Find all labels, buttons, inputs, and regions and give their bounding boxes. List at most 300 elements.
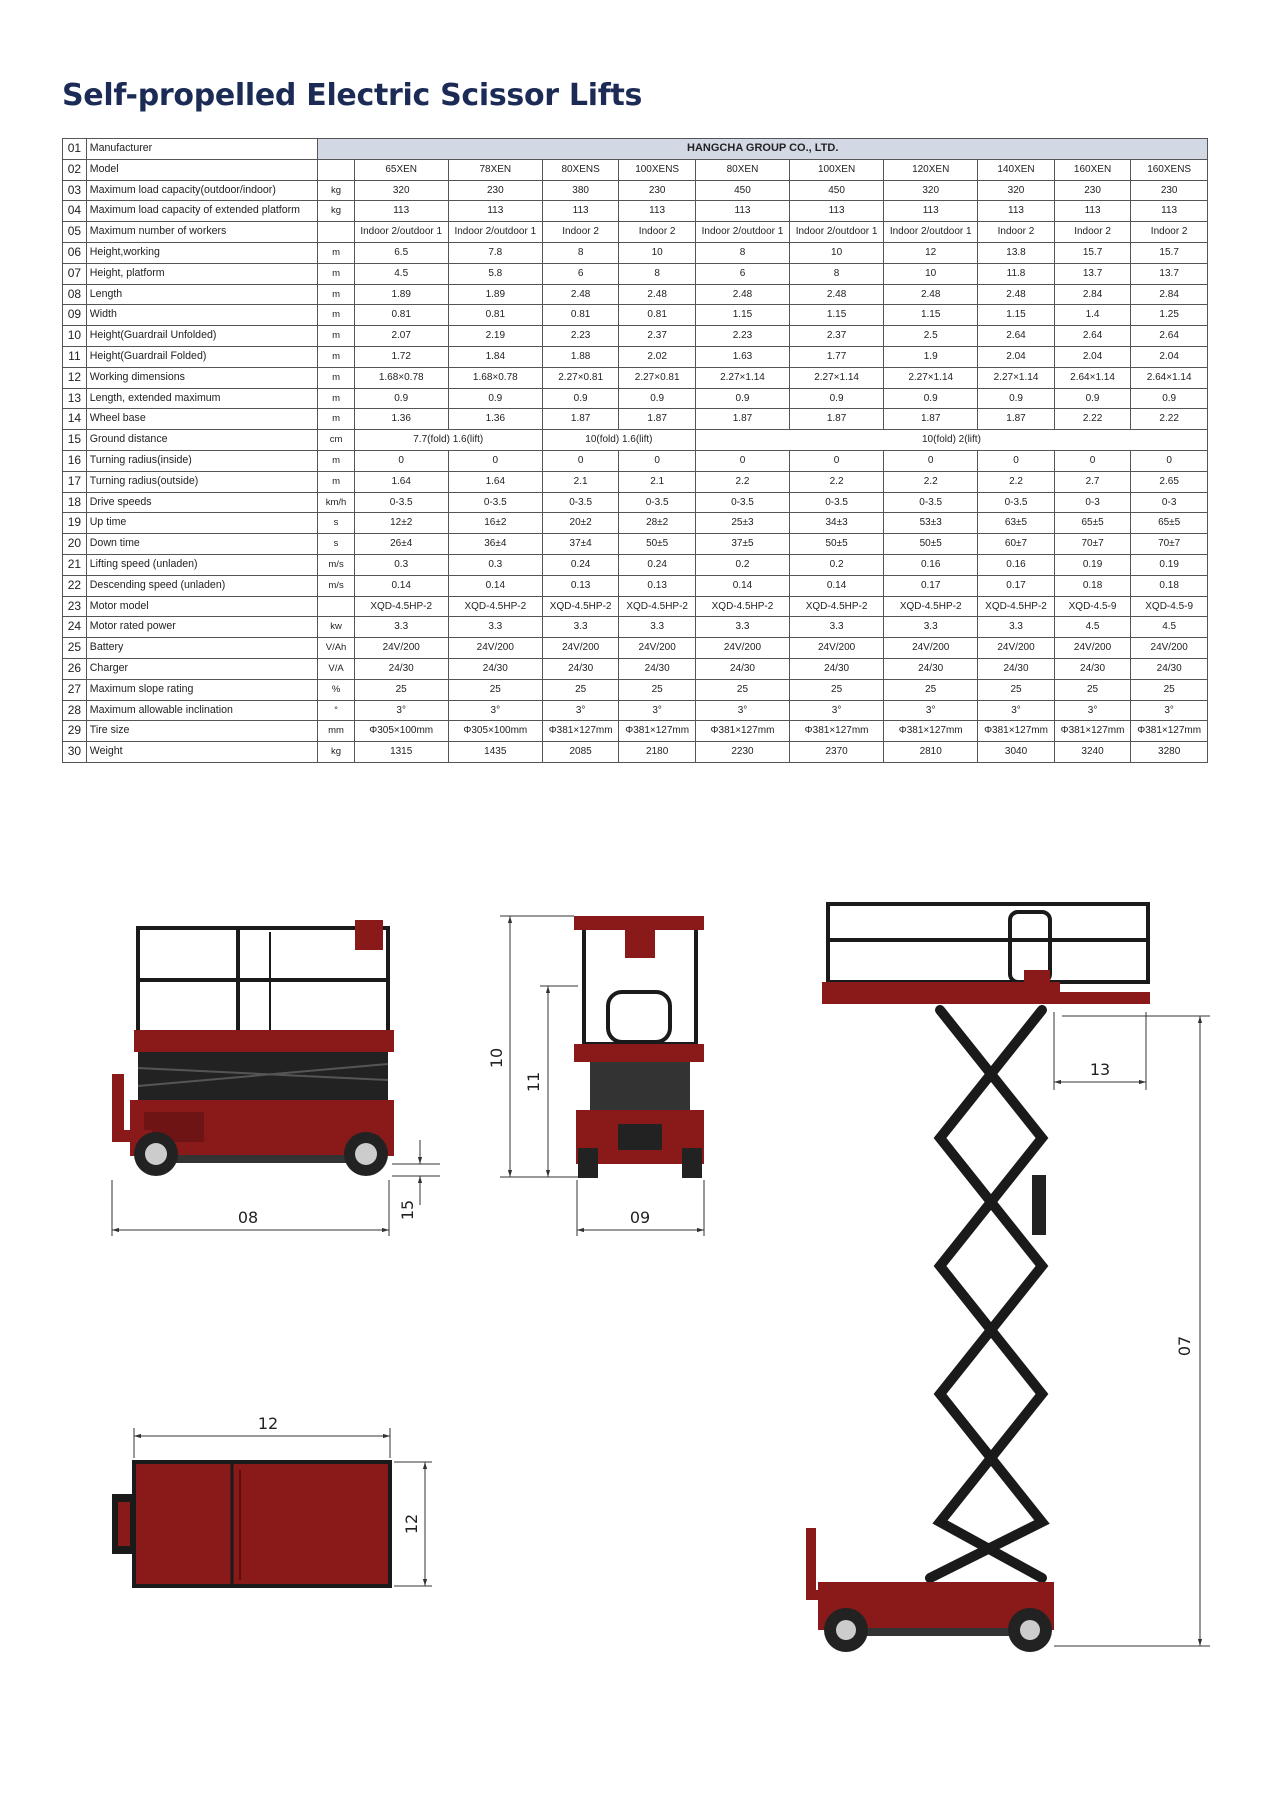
row-unit: m [318,367,354,388]
table-cell: 24/30 [1131,658,1208,679]
table-cell: Indoor 2/outdoor 1 [354,222,448,243]
table-cell: 2.22 [1131,409,1208,430]
row-number: 22 [63,575,87,596]
table-cell: 0-3.5 [448,492,542,513]
row-number: 23 [63,596,87,617]
table-cell: 100XENS [619,159,696,180]
table-cell: 2.04 [1054,346,1131,367]
table-cell: 113 [1131,201,1208,222]
table-cell: 450 [695,180,789,201]
table-cell: 3.3 [790,617,884,638]
row-label: Maximum load capacity(outdoor/indoor) [86,180,318,201]
table-cell: 3° [448,700,542,721]
row-unit: m [318,388,354,409]
page-title: Self-propelled Electric Scissor Lifts [62,78,643,113]
row-number: 14 [63,409,87,430]
table-cell: Indoor 2 [978,222,1055,243]
table-cell: 24/30 [354,658,448,679]
table-cell: 4.5 [1054,617,1131,638]
table-cell: 15.7 [1131,242,1208,263]
table-cell: 3.3 [884,617,978,638]
table-cell: 2.2 [790,471,884,492]
table-cell: 380 [542,180,619,201]
table-cell: 2.1 [619,471,696,492]
table-cell: 1.88 [542,346,619,367]
table-cell: 24/30 [1054,658,1131,679]
table-cell: 3° [978,700,1055,721]
table-cell: Φ381×127mm [790,721,884,742]
row-label: Motor model [86,596,318,617]
row-number: 25 [63,638,87,659]
row-number: 28 [63,700,87,721]
table-cell: 37±4 [542,534,619,555]
table-cell: 6 [542,263,619,284]
table-cell: 24/30 [790,658,884,679]
front-height-1-label: 10 [487,1047,506,1069]
row-number: 04 [63,201,87,222]
table-cell: 10 [884,263,978,284]
table-cell: XQD-4.5HP-2 [542,596,619,617]
row-unit: s [318,513,354,534]
table-cell: XQD-4.5HP-2 [790,596,884,617]
table-cell: 5.8 [448,263,542,284]
row-number: 03 [63,180,87,201]
row-unit: V/Ah [318,638,354,659]
table-cell: 2.19 [448,326,542,347]
table-cell: 13.7 [1054,263,1131,284]
row-number: 12 [63,367,87,388]
row-number: 16 [63,450,87,471]
table-cell: 230 [619,180,696,201]
row-unit: kw [318,617,354,638]
row-number: 24 [63,617,87,638]
table-cell: 2.64 [978,326,1055,347]
table-cell: 1.15 [884,305,978,326]
table-cell: 120XEN [884,159,978,180]
table-cell: 2370 [790,742,884,763]
table-cell: 0 [448,450,542,471]
table-cell: 25 [1131,679,1208,700]
table-cell: 2.07 [354,326,448,347]
table-cell: 0.24 [619,554,696,575]
table-cell: 0.9 [790,388,884,409]
table-cell: 0.81 [619,305,696,326]
table-cell: 2.27×1.14 [695,367,789,388]
table-cell: 2.48 [619,284,696,305]
row-label: Height,working [86,242,318,263]
table-cell: 113 [542,201,619,222]
row-label: Maximum slope rating [86,679,318,700]
table-cell: 65XEN [354,159,448,180]
table-cell: 1.89 [448,284,542,305]
row-label: Up time [86,513,318,534]
table-cell: 0.9 [1131,388,1208,409]
row-unit: m [318,450,354,471]
table-cell: 70±7 [1054,534,1131,555]
table-cell: 26±4 [354,534,448,555]
row-label: Descending speed (unladen) [86,575,318,596]
table-cell: Φ381×127mm [695,721,789,742]
table-cell: 80XENS [542,159,619,180]
row-number: 09 [63,305,87,326]
row-label: Ground distance [86,430,318,451]
table-cell: 13.7 [1131,263,1208,284]
table-cell: 1.63 [695,346,789,367]
table-cell: 0.9 [1054,388,1131,409]
table-cell: Indoor 2/outdoor 1 [695,222,789,243]
table-cell: 1.64 [354,471,448,492]
table-cell: 8 [790,263,884,284]
table-cell: Indoor 2/outdoor 1 [790,222,884,243]
table-cell: 0.9 [619,388,696,409]
table-cell: 65±5 [1131,513,1208,534]
row-number: 29 [63,721,87,742]
table-cell: 2.64×1.14 [1131,367,1208,388]
table-cell: 70±7 [1131,534,1208,555]
table-cell: 25 [695,679,789,700]
table-cell: 25 [790,679,884,700]
row-unit: kg [318,742,354,763]
table-cell: Indoor 2/outdoor 1 [884,222,978,243]
table-cell: 0.3 [448,554,542,575]
table-cell: 6.5 [354,242,448,263]
row-unit: m/s [318,575,354,596]
table-cell: 0.24 [542,554,619,575]
table-cell: 2.04 [1131,346,1208,367]
table-cell: 3° [790,700,884,721]
row-label: Motor rated power [86,617,318,638]
table-cell: 0.9 [542,388,619,409]
table-cell: 1.87 [695,409,789,430]
table-cell: 78XEN [448,159,542,180]
table-cell: Indoor 2 [619,222,696,243]
table-cell: 0.81 [354,305,448,326]
table-cell: 0.13 [542,575,619,596]
table-cell: 113 [884,201,978,222]
row-label: Battery [86,638,318,659]
table-cell: 0.19 [1054,554,1131,575]
row-unit: m [318,305,354,326]
row-number: 20 [63,534,87,555]
table-cell: 2.48 [884,284,978,305]
table-cell: 3° [354,700,448,721]
row-label: Wheel base [86,409,318,430]
table-cell: 10 [790,242,884,263]
table-cell: 34±3 [790,513,884,534]
table-cell: 1.25 [1131,305,1208,326]
side-ground-label: 15 [398,1199,417,1221]
row-label: Model [86,159,318,180]
table-cell: 15.7 [1054,242,1131,263]
table-cell: 140XEN [978,159,1055,180]
table-cell: 0.17 [884,575,978,596]
table-cell: 65±5 [1054,513,1131,534]
table-cell: 1.87 [619,409,696,430]
table-cell: XQD-4.5HP-2 [448,596,542,617]
table-cell: 4.5 [1131,617,1208,638]
table-cell: 24/30 [884,658,978,679]
table-cell: 0 [790,450,884,471]
table-cell: 2.04 [978,346,1055,367]
row-unit: m [318,346,354,367]
side-length-label: 08 [237,1208,259,1227]
table-cell: 0 [619,450,696,471]
row-number: 18 [63,492,87,513]
table-cell: 113 [1054,201,1131,222]
table-cell: 0.14 [695,575,789,596]
table-cell: 13.8 [978,242,1055,263]
table-cell-merged: 10(fold) 1.6(lift) [542,430,695,451]
table-cell: 1.64 [448,471,542,492]
table-cell: 12 [884,242,978,263]
row-label: Turning radius(outside) [86,471,318,492]
raised-view-drawing [806,904,1210,1652]
table-cell: 50±5 [619,534,696,555]
table-cell: 0 [695,450,789,471]
table-cell: 0 [1054,450,1131,471]
table-cell: 2.27×1.14 [884,367,978,388]
row-unit: m [318,263,354,284]
table-cell: 0 [542,450,619,471]
table-cell: 230 [448,180,542,201]
table-cell: 20±2 [542,513,619,534]
table-cell: 0.18 [1054,575,1131,596]
row-label: Down time [86,534,318,555]
table-cell: 24V/200 [790,638,884,659]
table-cell: 113 [695,201,789,222]
table-cell: 36±4 [448,534,542,555]
row-number: 05 [63,222,87,243]
row-label: Drive speeds [86,492,318,513]
table-cell: 24/30 [542,658,619,679]
table-cell: 2.23 [695,326,789,347]
table-cell: Φ381×127mm [1131,721,1208,742]
row-unit: cm [318,430,354,451]
table-cell: 0-3 [1131,492,1208,513]
table-cell: 10 [619,242,696,263]
row-number: 17 [63,471,87,492]
table-cell: 1.68×0.78 [354,367,448,388]
table-cell: 25 [542,679,619,700]
table-cell: 320 [884,180,978,201]
top-width-label: 12 [402,1513,421,1535]
table-cell: 2085 [542,742,619,763]
table-cell: 2.02 [619,346,696,367]
table-cell: 2.5 [884,326,978,347]
table-cell: 2.1 [542,471,619,492]
row-number: 08 [63,284,87,305]
table-cell: Indoor 2 [1054,222,1131,243]
row-number: 27 [63,679,87,700]
table-cell: 8 [619,263,696,284]
table-cell: 3° [695,700,789,721]
table-cell: 0.14 [790,575,884,596]
table-cell: 113 [978,201,1055,222]
table-cell: 0.81 [542,305,619,326]
table-cell: 1435 [448,742,542,763]
row-label: Height, platform [86,263,318,284]
table-cell: 1.9 [884,346,978,367]
table-cell: XQD-4.5HP-2 [978,596,1055,617]
table-cell: 2.27×0.81 [542,367,619,388]
table-cell: Φ305×100mm [354,721,448,742]
table-cell: 230 [1131,180,1208,201]
table-cell: 24/30 [619,658,696,679]
table-cell: 450 [790,180,884,201]
table-cell: XQD-4.5-9 [1131,596,1208,617]
row-label: Tire size [86,721,318,742]
table-cell: 1.4 [1054,305,1131,326]
table-cell: 24V/200 [619,638,696,659]
row-label: Maximum number of workers [86,222,318,243]
table-cell: 320 [978,180,1055,201]
table-cell: 3280 [1131,742,1208,763]
row-number: 06 [63,242,87,263]
table-cell: 3° [619,700,696,721]
table-cell: 320 [354,180,448,201]
table-cell: 1.36 [448,409,542,430]
table-cell: 25 [978,679,1055,700]
table-cell: 25 [354,679,448,700]
table-cell: 8 [542,242,619,263]
table-cell: 0-3.5 [695,492,789,513]
row-unit: kg [318,180,354,201]
table-cell: 1.87 [542,409,619,430]
row-unit: m [318,326,354,347]
row-unit: kg [318,201,354,222]
row-label: Height(Guardrail Folded) [86,346,318,367]
table-cell: 3.3 [354,617,448,638]
table-cell: 160XENS [1131,159,1208,180]
table-cell: Indoor 2 [542,222,619,243]
table-cell: 0.17 [978,575,1055,596]
table-cell: 2.7 [1054,471,1131,492]
table-cell: 2.65 [1131,471,1208,492]
row-unit: ° [318,700,354,721]
table-cell: 3.3 [978,617,1055,638]
raised-ext-label: 13 [1089,1060,1111,1079]
table-cell: 3240 [1054,742,1131,763]
table-cell: 113 [448,201,542,222]
table-cell: 0.19 [1131,554,1208,575]
table-cell: 2.37 [619,326,696,347]
table-cell: 113 [790,201,884,222]
table-cell: Φ305×100mm [448,721,542,742]
table-cell: 24V/200 [1054,638,1131,659]
table-cell: 0.3 [354,554,448,575]
table-cell: 1.89 [354,284,448,305]
table-cell: 113 [619,201,696,222]
table-cell: 2.27×1.14 [978,367,1055,388]
table-cell: 16±2 [448,513,542,534]
table-cell: Indoor 2 [1131,222,1208,243]
top-length-label: 12 [257,1414,279,1433]
row-unit: m [318,409,354,430]
table-cell: 0-3.5 [542,492,619,513]
table-cell-merged: 7.7(fold) 1.6(lift) [354,430,542,451]
row-label: Maximum load capacity of extended platform [86,201,318,222]
row-number: 19 [63,513,87,534]
table-cell: 0 [354,450,448,471]
table-cell: XQD-4.5HP-2 [619,596,696,617]
row-number: 11 [63,346,87,367]
row-number: 13 [63,388,87,409]
table-cell: 2.48 [790,284,884,305]
table-cell: 2810 [884,742,978,763]
table-cell: 0-3.5 [884,492,978,513]
row-label: Lifting speed (unladen) [86,554,318,575]
table-cell: 25 [619,679,696,700]
table-cell: 24V/200 [884,638,978,659]
row-label: Length, extended maximum [86,388,318,409]
table-cell: 6 [695,263,789,284]
table-cell: 0.2 [695,554,789,575]
table-cell: 230 [1054,180,1131,201]
table-cell: 11.8 [978,263,1055,284]
table-cell: 0.9 [448,388,542,409]
table-cell: 3.3 [619,617,696,638]
row-unit: km/h [318,492,354,513]
table-cell: 50±5 [884,534,978,555]
row-unit: m/s [318,554,354,575]
table-cell: 0.9 [884,388,978,409]
table-cell: 0.14 [448,575,542,596]
table-cell: 2.84 [1054,284,1131,305]
table-cell: 1.15 [978,305,1055,326]
table-cell: 0.9 [695,388,789,409]
row-unit: % [318,679,354,700]
table-cell: 80XEN [695,159,789,180]
table-cell: 2.23 [542,326,619,347]
table-cell: 24V/200 [1131,638,1208,659]
table-cell: 0.13 [619,575,696,596]
table-cell: Φ381×127mm [1054,721,1131,742]
table-cell: 1.87 [884,409,978,430]
table-cell: 24/30 [978,658,1055,679]
table-cell: 2.48 [695,284,789,305]
row-label: Length [86,284,318,305]
table-cell: XQD-4.5-9 [1054,596,1131,617]
table-cell: 1.77 [790,346,884,367]
table-cell: 24/30 [448,658,542,679]
table-cell: 2.48 [542,284,619,305]
table-cell: 12±2 [354,513,448,534]
front-height-2-label: 11 [524,1071,543,1093]
row-number: 26 [63,658,87,679]
table-cell: 25 [1054,679,1131,700]
table-cell: Φ381×127mm [884,721,978,742]
table-cell: 2230 [695,742,789,763]
table-cell: XQD-4.5HP-2 [354,596,448,617]
front-view-drawing [487,916,704,1236]
table-cell: 0 [978,450,1055,471]
table-cell: 2.64×1.14 [1054,367,1131,388]
row-unit: mm [318,721,354,742]
table-cell: 37±5 [695,534,789,555]
table-cell: 113 [354,201,448,222]
table-cell: 24V/200 [978,638,1055,659]
table-cell: 2.64 [1054,326,1131,347]
table-cell: 2.84 [1131,284,1208,305]
table-cell: 2.2 [978,471,1055,492]
table-cell: 1.15 [790,305,884,326]
table-cell: 3.3 [542,617,619,638]
table-cell: 4.5 [354,263,448,284]
table-cell: 24/30 [695,658,789,679]
table-cell: 60±7 [978,534,1055,555]
side-view-drawing [112,920,440,1236]
table-cell: Φ381×127mm [619,721,696,742]
